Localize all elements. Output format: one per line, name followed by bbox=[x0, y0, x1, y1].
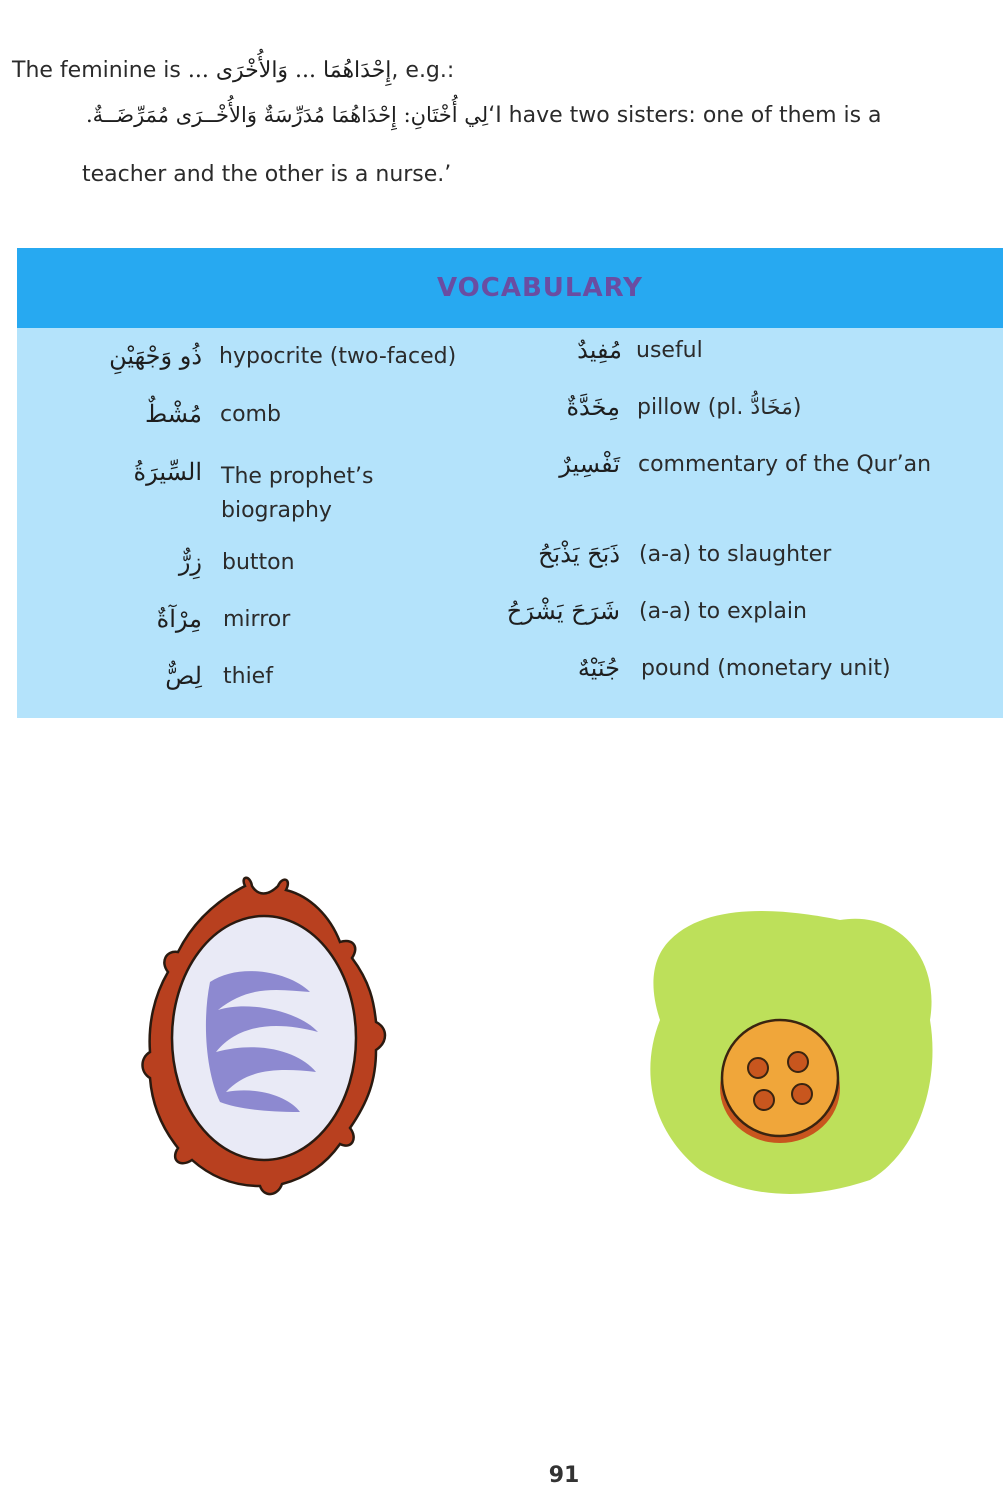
vocab-meaning: commentary of the Qur’an bbox=[638, 452, 932, 477]
vocab-arabic: مِرْآةٌ bbox=[156, 605, 202, 633]
vocab-meaning: hypocrite (two-faced) bbox=[219, 344, 457, 369]
vocab-meaning: comb bbox=[220, 402, 281, 427]
vocab-entry bbox=[17, 605, 467, 645]
example-arabic: لِي أُخْتَانِ: إِحْدَاهُمَا مُدَرِّسَةٌ وَالأُخْــرَى مُمَرِّضَــةٌ. bbox=[86, 103, 489, 127]
vocab-meaning: The prophet’s biography bbox=[221, 464, 374, 523]
vocab-meaning: pillow (pl. مَخَادُّ) bbox=[637, 395, 802, 420]
vocab-arabic: تَفْسِيرٌ bbox=[559, 450, 620, 478]
button-hole bbox=[748, 1058, 768, 1078]
vocab-arabic: مِخَدَّةٌ bbox=[566, 393, 620, 421]
intro-line bbox=[12, 58, 454, 83]
vocab-arabic: شَرَحَ يَشْرَحُ bbox=[506, 597, 620, 625]
vocab-entry bbox=[467, 393, 987, 433]
example-translation-start: ‘I have two sisters: one of them is a bbox=[488, 103, 882, 128]
mirror-illustration-icon bbox=[140, 872, 390, 1202]
button-illustration-icon bbox=[640, 900, 940, 1200]
button-hole bbox=[792, 1084, 812, 1104]
vocab-arabic: مُفِيدٌ bbox=[577, 336, 622, 364]
vocab-meaning: pound (monetary unit) bbox=[641, 656, 891, 681]
intro-prefix: The feminine is bbox=[12, 58, 181, 83]
vocab-arabic: السِّيرَةُ bbox=[133, 458, 202, 486]
button-face bbox=[722, 1020, 838, 1136]
vocab-meaning: (a-a) to slaughter bbox=[639, 542, 832, 567]
vocab-entry bbox=[17, 458, 467, 528]
vocab-meaning: thief bbox=[223, 664, 273, 689]
vocab-entry bbox=[17, 662, 467, 702]
vocab-meaning: useful bbox=[636, 338, 703, 363]
example-line bbox=[86, 103, 882, 128]
vocabulary-box bbox=[17, 248, 1003, 718]
page-number: 91 bbox=[548, 1463, 580, 1488]
example-translation-end: teacher and the other is a nurse.’ bbox=[82, 162, 452, 187]
intro-arabic-pattern: إِحْدَاهُمَا ... وَالأُخْرَى ... bbox=[187, 58, 392, 83]
vocab-entry bbox=[17, 400, 467, 440]
mirror-glass bbox=[172, 916, 356, 1160]
vocabulary-title: VOCABULARY bbox=[436, 273, 643, 303]
vocab-arabic: مُشْطٌ bbox=[144, 400, 202, 428]
vocab-entry bbox=[467, 450, 987, 490]
vocabulary-header bbox=[17, 248, 1003, 328]
intro-suffix: , e.g.: bbox=[391, 58, 455, 83]
vocab-arabic: زِرٌّ bbox=[178, 548, 202, 576]
vocab-meaning: button bbox=[222, 550, 295, 575]
vocab-entry bbox=[17, 342, 467, 382]
button-hole bbox=[788, 1052, 808, 1072]
vocab-entry bbox=[467, 597, 987, 637]
vocab-arabic: جُنَيْهٌ bbox=[577, 654, 620, 682]
vocab-arabic: لِصٌّ bbox=[165, 662, 202, 690]
vocab-entry bbox=[467, 336, 987, 376]
vocab-meaning: (a-a) to explain bbox=[639, 599, 807, 624]
vocab-entry bbox=[467, 654, 987, 694]
vocab-arabic: ذُو وَجْهَيْنِ bbox=[109, 342, 202, 370]
vocab-entry bbox=[17, 548, 467, 588]
button-hole bbox=[754, 1090, 774, 1110]
vocab-arabic: ذَبَحَ يَذْبَحُ bbox=[538, 540, 620, 568]
vocab-meaning: mirror bbox=[223, 607, 291, 632]
vocab-entry bbox=[467, 540, 987, 580]
